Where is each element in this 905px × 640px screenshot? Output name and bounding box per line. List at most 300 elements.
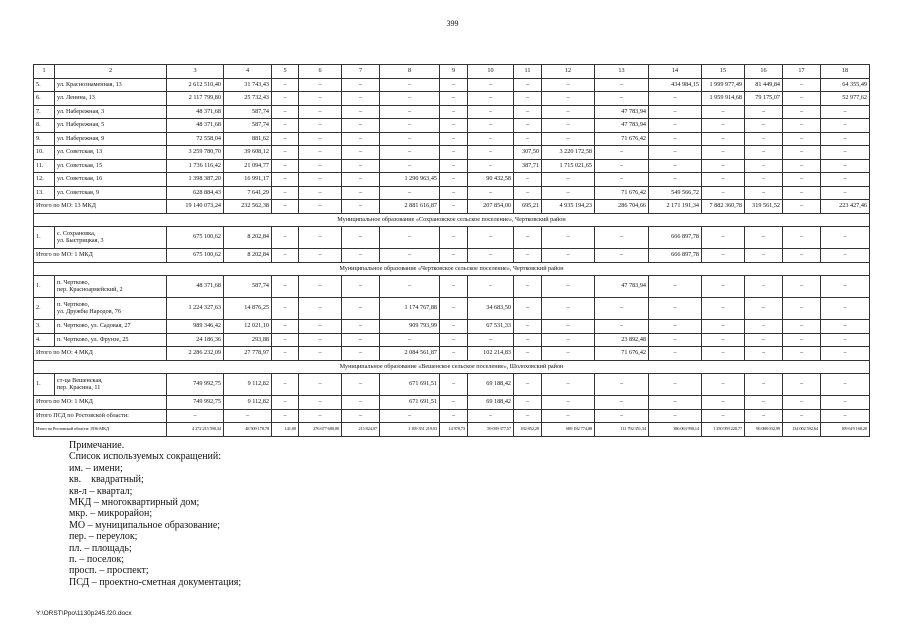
- table-cell: –: [440, 173, 468, 187]
- table-cell: –: [649, 374, 702, 396]
- column-header: 3: [167, 65, 224, 79]
- table-cell: –: [702, 119, 745, 133]
- table-cell: –: [783, 227, 821, 249]
- table-cell: –: [745, 298, 783, 320]
- section-heading-row: [34, 213, 870, 227]
- table-cell: ул. Набережная, 3: [55, 105, 167, 119]
- table-cell: 675 100,62: [167, 227, 224, 249]
- table-cell: 2 117 799,80: [167, 92, 224, 106]
- table-cell: –: [702, 396, 745, 410]
- table-cell: –: [595, 159, 649, 173]
- table-cell: –: [299, 173, 342, 187]
- table-cell: 48 371,68: [167, 276, 224, 298]
- notes-block: [69, 440, 241, 588]
- table-cell: –: [649, 159, 702, 173]
- table-cell: –: [342, 227, 380, 249]
- total-label: Итого по МО: 4 МКД: [34, 347, 167, 361]
- table-cell: –: [299, 374, 342, 396]
- table-cell: –: [342, 105, 380, 119]
- table-cell: –: [745, 396, 783, 410]
- table-cell: –: [342, 159, 380, 173]
- table-cell: 52 977,62: [821, 92, 870, 106]
- table-cell: –: [440, 374, 468, 396]
- table-cell: –: [542, 374, 595, 396]
- table-cell: –: [783, 132, 821, 146]
- table-cell: 2 286 232,09: [167, 347, 224, 361]
- table-cell: –: [342, 276, 380, 298]
- table-cell: 19 140 073,24: [167, 200, 224, 214]
- table-header-row: [34, 65, 870, 79]
- table-cell: –: [745, 409, 783, 423]
- table-cell: 12.: [34, 173, 55, 187]
- subtotal-row: [34, 347, 870, 361]
- table-cell: 69 188,42: [468, 396, 514, 410]
- table-row: [34, 132, 870, 146]
- table-cell: –: [649, 320, 702, 334]
- note-line: МО – муниципальное образование;: [69, 519, 221, 531]
- table-cell: –: [440, 132, 468, 146]
- table-cell: –: [342, 186, 380, 200]
- table-cell: –: [299, 333, 342, 347]
- table-cell: –: [514, 276, 542, 298]
- table-cell: 24 186,36: [167, 333, 224, 347]
- table-cell: 1.: [34, 227, 55, 249]
- table-cell: –: [272, 132, 299, 146]
- subtotal-row: [34, 409, 870, 423]
- table-cell: –: [649, 119, 702, 133]
- table-cell: 111 792 351,34: [595, 423, 649, 437]
- table-cell: –: [783, 374, 821, 396]
- table-cell: 12 021,10: [224, 320, 272, 334]
- table-cell: 90 432,58: [468, 173, 514, 187]
- table-cell: –: [342, 249, 380, 263]
- table-cell: –: [342, 119, 380, 133]
- table-cell: –: [542, 186, 595, 200]
- table-cell: –: [468, 159, 514, 173]
- subtotal-row: [34, 249, 870, 263]
- table-cell: –: [821, 146, 870, 160]
- table-cell: 3 259 780,70: [167, 146, 224, 160]
- table-cell: –: [702, 132, 745, 146]
- table-cell: 307,50: [514, 146, 542, 160]
- address-cell: п. Чертково, пер. Красноармейский, 2: [55, 276, 167, 298]
- table-cell: 8.: [34, 119, 55, 133]
- table-cell: 47 783,94: [595, 119, 649, 133]
- table-row: [34, 333, 870, 347]
- table-cell: 2 612 510,40: [167, 78, 224, 92]
- table-cell: –: [595, 374, 649, 396]
- table-cell: –: [783, 409, 821, 423]
- table-cell: –: [272, 320, 299, 334]
- table-cell: –: [783, 105, 821, 119]
- table-cell: –: [514, 320, 542, 334]
- table-cell: п. Чертково, ул. Садовая, 27: [55, 320, 167, 334]
- table-cell: ул. Краснознаменная, 13: [55, 78, 167, 92]
- table-cell: –: [595, 92, 649, 106]
- table-cell: –: [272, 227, 299, 249]
- column-header: 4: [224, 65, 272, 79]
- table-cell: 34 683,50: [468, 298, 514, 320]
- table-cell: –: [272, 333, 299, 347]
- table-cell: 2 881 616,87: [380, 200, 440, 214]
- note-line: мкр. – микрорайон;: [69, 508, 153, 520]
- note-line: п. – поселок;: [69, 554, 125, 566]
- table-cell: –: [595, 146, 649, 160]
- table-cell: –: [783, 159, 821, 173]
- table-cell: –: [272, 347, 299, 361]
- table-cell: –: [514, 119, 542, 133]
- table-cell: –: [299, 146, 342, 160]
- table-cell: –: [702, 409, 745, 423]
- table-row: [34, 276, 870, 298]
- table-cell: 13.: [34, 186, 55, 200]
- table-cell: –: [745, 173, 783, 187]
- table-cell: –: [542, 78, 595, 92]
- table-cell: –: [440, 227, 468, 249]
- table-cell: –: [783, 92, 821, 106]
- table-cell: 1 224 327,63: [167, 298, 224, 320]
- table-row: [34, 146, 870, 160]
- table-cell: –: [440, 159, 468, 173]
- table-cell: –: [821, 105, 870, 119]
- section-heading-row: [34, 360, 870, 374]
- table-cell: –: [342, 409, 380, 423]
- note-line: Список используемых сокращений:: [69, 451, 222, 463]
- table-cell: –: [783, 249, 821, 263]
- column-header: 16: [745, 65, 783, 79]
- table-row: [34, 159, 870, 173]
- table-cell: –: [702, 159, 745, 173]
- table-cell: 71 676,42: [595, 186, 649, 200]
- table-cell: 9 112,82: [224, 374, 272, 396]
- table-cell: –: [380, 186, 440, 200]
- column-header: 15: [702, 65, 745, 79]
- table-cell: –: [299, 186, 342, 200]
- table-cell: –: [342, 396, 380, 410]
- table-row: [34, 119, 870, 133]
- table-cell: –: [514, 347, 542, 361]
- table-cell: 675 100,62: [167, 249, 224, 263]
- column-header: 14: [649, 65, 702, 79]
- table-cell: 8 202,84: [224, 249, 272, 263]
- table-cell: –: [299, 347, 342, 361]
- table-cell: –: [783, 200, 821, 214]
- table-cell: –: [440, 105, 468, 119]
- column-header: 7: [342, 65, 380, 79]
- note-line: МКД – многоквартирный дом;: [69, 497, 200, 509]
- table-cell: –: [514, 333, 542, 347]
- total-label: Итого ПСД по Ростовской области:: [34, 409, 167, 423]
- table-cell: –: [745, 146, 783, 160]
- table-cell: –: [380, 132, 440, 146]
- table-cell: –: [649, 92, 702, 106]
- table-cell: 1 174 767,88: [380, 298, 440, 320]
- table-cell: –: [440, 409, 468, 423]
- table-cell: –: [514, 105, 542, 119]
- table-row: [34, 374, 870, 396]
- table-cell: –: [702, 374, 745, 396]
- total-label: Итого по Ростовской области: 1936 МКД: [34, 423, 167, 437]
- table-cell: –: [468, 132, 514, 146]
- table-cell: –: [783, 119, 821, 133]
- table-cell: –: [514, 92, 542, 106]
- table-cell: 109 619 168,20: [821, 423, 870, 437]
- table-cell: 1 999 977,49: [702, 78, 745, 92]
- table-cell: –: [342, 132, 380, 146]
- table-cell: –: [783, 173, 821, 187]
- table-cell: –: [299, 409, 342, 423]
- column-header: 12: [542, 65, 595, 79]
- table-cell: –: [468, 276, 514, 298]
- table-cell: –: [299, 320, 342, 334]
- table-cell: –: [299, 119, 342, 133]
- table-cell: 689 182 774,88: [542, 423, 595, 437]
- table-cell: –: [745, 320, 783, 334]
- table-cell: 5.: [34, 78, 55, 92]
- column-header: 8: [380, 65, 440, 79]
- table-row: [34, 78, 870, 92]
- table-cell: –: [514, 409, 542, 423]
- table-cell: –: [440, 333, 468, 347]
- table-cell: –: [702, 105, 745, 119]
- table-cell: –: [299, 249, 342, 263]
- table-cell: 23 892,48: [595, 333, 649, 347]
- note-line: кв. квадратный;: [69, 474, 144, 486]
- table-cell: –: [380, 409, 440, 423]
- address-cell: п. Чертково, ул. Дружбы Народов, 76: [55, 298, 167, 320]
- table-cell: 31 743,43: [224, 78, 272, 92]
- table-cell: –: [440, 92, 468, 106]
- table-cell: –: [783, 146, 821, 160]
- table-cell: –: [342, 92, 380, 106]
- table-cell: ул. Ленина, 13: [55, 92, 167, 106]
- table-cell: –: [542, 409, 595, 423]
- table-cell: –: [649, 396, 702, 410]
- table-cell: –: [440, 298, 468, 320]
- table-cell: –: [821, 298, 870, 320]
- column-header: 10: [468, 65, 514, 79]
- table-cell: –: [542, 119, 595, 133]
- table-cell: –: [468, 333, 514, 347]
- section-heading: Муниципальное образование «Чертковское сельское поселение», Чертковский район: [34, 262, 870, 276]
- table-cell: –: [272, 249, 299, 263]
- table-cell: –: [468, 249, 514, 263]
- table-cell: 2 171 191,34: [649, 200, 702, 214]
- table-cell: –: [514, 298, 542, 320]
- table-cell: –: [342, 374, 380, 396]
- table-cell: 96 088 032,99: [745, 423, 783, 437]
- table-cell: –: [745, 186, 783, 200]
- table-cell: –: [745, 249, 783, 263]
- table-cell: 9.: [34, 132, 55, 146]
- table-cell: 2.: [34, 298, 55, 320]
- table-cell: –: [783, 333, 821, 347]
- table-cell: 434 984,15: [649, 78, 702, 92]
- table-cell: –: [299, 200, 342, 214]
- table-cell: п. Чертково, ул. Фрунзе, 25: [55, 333, 167, 347]
- table-row: [34, 227, 870, 249]
- table-cell: –: [380, 333, 440, 347]
- table-cell: –: [783, 78, 821, 92]
- table-cell: –: [440, 249, 468, 263]
- table-cell: ул. Советская, 9: [55, 186, 167, 200]
- table-cell: –: [342, 298, 380, 320]
- table-cell: 1 290 963,45: [380, 173, 440, 187]
- table-cell: –: [342, 333, 380, 347]
- table-cell: 6.: [34, 92, 55, 106]
- table-cell: –: [440, 320, 468, 334]
- table-cell: –: [440, 119, 468, 133]
- table-cell: 8 202,84: [224, 227, 272, 249]
- table-cell: –: [272, 409, 299, 423]
- subtotal-row: [34, 396, 870, 410]
- table-cell: 71 676,42: [595, 132, 649, 146]
- table-cell: 587,74: [224, 119, 272, 133]
- table-cell: –: [272, 298, 299, 320]
- table-cell: 749 992,75: [167, 374, 224, 396]
- table-cell: 232 562,38: [224, 200, 272, 214]
- table-cell: –: [821, 347, 870, 361]
- table-cell: –: [745, 105, 783, 119]
- table-cell: 69 188,42: [468, 374, 514, 396]
- table-cell: –: [649, 173, 702, 187]
- table-cell: 1 109 351 219,03: [380, 423, 440, 437]
- table-cell: –: [224, 409, 272, 423]
- address-cell: с. Сохрановка, ул. Быстрицкая, 3: [55, 227, 167, 249]
- table-cell: 11.: [34, 159, 55, 173]
- table-cell: –: [342, 78, 380, 92]
- table-cell: –: [272, 146, 299, 160]
- table-cell: 387,71: [514, 159, 542, 173]
- table-cell: –: [745, 333, 783, 347]
- table-cell: –: [299, 132, 342, 146]
- table-cell: –: [299, 105, 342, 119]
- table-cell: 4 272 215 590,34: [167, 423, 224, 437]
- table-cell: 10.: [34, 146, 55, 160]
- table-cell: –: [595, 249, 649, 263]
- table-cell: –: [821, 132, 870, 146]
- table-cell: 182 852,29: [514, 423, 542, 437]
- note-line: пл. – площадь;: [69, 542, 132, 554]
- table-cell: –: [649, 333, 702, 347]
- table-cell: 207 854,00: [468, 200, 514, 214]
- table-row: [34, 298, 870, 320]
- table-cell: –: [440, 200, 468, 214]
- table-cell: –: [649, 347, 702, 361]
- table-cell: 386 063 990,14: [649, 423, 702, 437]
- table-cell: –: [702, 227, 745, 249]
- table-cell: –: [380, 146, 440, 160]
- table-cell: 7 641,29: [224, 186, 272, 200]
- column-header: 1: [34, 65, 55, 79]
- data-table: [33, 64, 870, 437]
- table-cell: –: [821, 320, 870, 334]
- table-cell: –: [440, 396, 468, 410]
- table-cell: –: [595, 173, 649, 187]
- table-cell: –: [167, 409, 224, 423]
- table-row: [34, 186, 870, 200]
- table-cell: 4 935 194,23: [542, 200, 595, 214]
- table-cell: –: [702, 249, 745, 263]
- table-cell: 71 676,42: [595, 347, 649, 361]
- table-cell: 1 959 914,68: [702, 92, 745, 106]
- table-cell: –: [542, 227, 595, 249]
- table-cell: ул. Советская, 16: [55, 173, 167, 187]
- table-cell: –: [821, 409, 870, 423]
- table-cell: –: [821, 227, 870, 249]
- table-cell: –: [440, 347, 468, 361]
- table-cell: –: [380, 159, 440, 173]
- table-cell: –: [380, 249, 440, 263]
- note-line: просп. – проспект;: [69, 565, 149, 577]
- table-cell: –: [514, 186, 542, 200]
- table-cell: 79 175,07: [745, 92, 783, 106]
- table-cell: –: [299, 227, 342, 249]
- table-cell: –: [272, 78, 299, 92]
- table-cell: 134 002 592,64: [783, 423, 821, 437]
- table-cell: 1.: [34, 276, 55, 298]
- table-cell: –: [745, 159, 783, 173]
- table-cell: –: [542, 132, 595, 146]
- table-cell: ул. Набережная, 9: [55, 132, 167, 146]
- table-cell: –: [542, 276, 595, 298]
- table-cell: 102 214,83: [468, 347, 514, 361]
- table-cell: 1.: [34, 374, 55, 396]
- table-cell: 695,21: [514, 200, 542, 214]
- table-cell: 1 736 116,42: [167, 159, 224, 173]
- table-cell: –: [342, 200, 380, 214]
- table-cell: 1 715 021,65: [542, 159, 595, 173]
- table-cell: 319 561,52: [745, 200, 783, 214]
- table-cell: –: [380, 78, 440, 92]
- table-cell: –: [299, 78, 342, 92]
- table-cell: 64 355,49: [821, 78, 870, 92]
- table-cell: –: [745, 227, 783, 249]
- note-line: Примечание.: [69, 440, 125, 451]
- table-cell: –: [542, 105, 595, 119]
- table-cell: –: [440, 276, 468, 298]
- note-line: ПСД – проектно-сметная документация;: [69, 576, 242, 588]
- column-header: 13: [595, 65, 649, 79]
- table-cell: –: [649, 105, 702, 119]
- table-cell: –: [649, 298, 702, 320]
- section-heading-row: [34, 262, 870, 276]
- table-cell: –: [649, 276, 702, 298]
- section-heading: Муниципальное образование «Вешенское сельское поселение», Шолоховский район: [34, 360, 870, 374]
- table-cell: 909 793,99: [380, 320, 440, 334]
- table-cell: 14 978,73: [440, 423, 468, 437]
- note-line: пер. – переулок;: [69, 531, 138, 543]
- table-cell: –: [821, 374, 870, 396]
- table-cell: 25 732,43: [224, 92, 272, 106]
- table-cell: –: [783, 320, 821, 334]
- table-cell: 16 991,17: [224, 173, 272, 187]
- table-cell: –: [468, 186, 514, 200]
- table-cell: –: [745, 276, 783, 298]
- table-cell: –: [783, 186, 821, 200]
- table-cell: 48 371,68: [167, 119, 224, 133]
- table-cell: –: [595, 396, 649, 410]
- file-path-footer: Y:\ORST\Ppo\1130p245.f20.docx: [36, 610, 132, 617]
- table-cell: –: [821, 396, 870, 410]
- table-cell: –: [745, 374, 783, 396]
- table-cell: 47 783,94: [595, 105, 649, 119]
- table-cell: 14 876,25: [224, 298, 272, 320]
- table-cell: 628 884,43: [167, 186, 224, 200]
- table-cell: –: [821, 276, 870, 298]
- table-cell: –: [272, 200, 299, 214]
- table-row: [34, 105, 870, 119]
